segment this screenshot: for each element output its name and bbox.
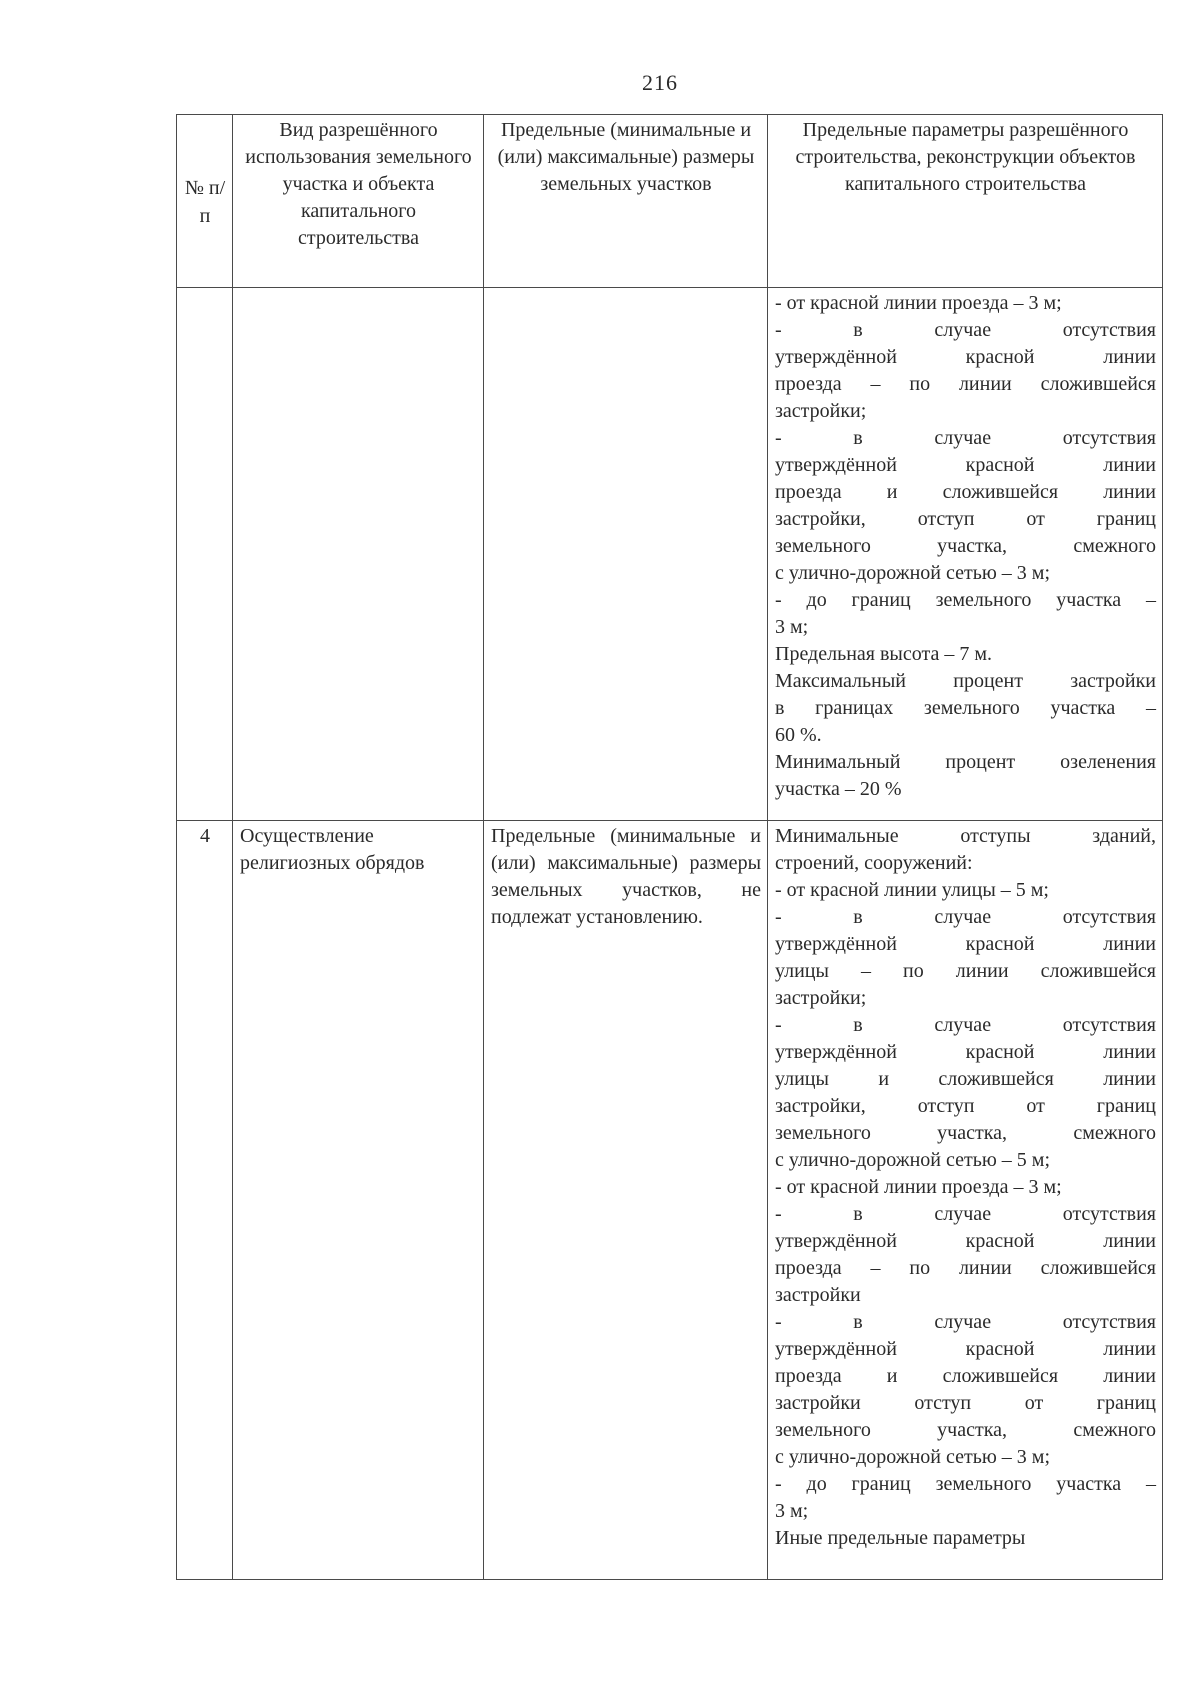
- params-line: с улично-дорожной сетью – 3 м;: [775, 1446, 1051, 1468]
- header-number: № п/п: [177, 115, 233, 288]
- params-line: Иные предельные параметры: [775, 1527, 1026, 1549]
- params-line: проезда – по линии сложившейся: [775, 373, 1156, 395]
- params-line: - в случае отсутствия: [775, 319, 1156, 341]
- params-line: - от красной линии проезда – 3 м;: [775, 1176, 1062, 1198]
- row-construction-params: [768, 821, 1163, 1580]
- params-line: участка – 20 %: [775, 778, 902, 800]
- params-line: утверждённой красной линии: [775, 1230, 1156, 1252]
- params-line: с улично-дорожной сетью – 5 м;: [775, 1149, 1051, 1171]
- params-line: в границах земельного участка –: [775, 697, 1156, 719]
- params-lines: [775, 290, 1156, 803]
- row-number: 4: [177, 821, 233, 1580]
- table-row: [177, 288, 1163, 821]
- row-permitted-use: [233, 288, 484, 821]
- params-line: застройки;: [775, 400, 867, 422]
- params-line: 3 м;: [775, 1500, 809, 1522]
- params-line: - от красной линии проезда – 3 м;: [775, 292, 1062, 314]
- params-line: земельного участка, смежного: [775, 1419, 1156, 1441]
- row-number: [177, 288, 233, 821]
- params-line: застройки, отступ от границ: [775, 1095, 1156, 1117]
- params-line: утверждённой красной линии: [775, 1041, 1156, 1063]
- params-line: - до границ земельного участка –: [775, 589, 1156, 611]
- params-line: утверждённой красной линии: [775, 1338, 1156, 1360]
- params-line: Минимальные отступы зданий,: [775, 825, 1156, 847]
- params-line: застройки;: [775, 987, 867, 1009]
- params-line: земельного участка, смежного: [775, 535, 1156, 557]
- params-line: 3 м;: [775, 616, 809, 638]
- params-line: 60 %.: [775, 724, 822, 746]
- params-line: застройки, отступ от границ: [775, 508, 1156, 530]
- row-construction-params: [768, 288, 1163, 821]
- params-line: утверждённой красной линии: [775, 346, 1156, 368]
- params-line: строений, сооружений:: [775, 852, 973, 874]
- params-line: - в случае отсутствия: [775, 1203, 1156, 1225]
- params-line: Минимальный процент озеленения: [775, 751, 1156, 773]
- row-plot-sizes: [484, 288, 768, 821]
- params-line: застройки: [775, 1284, 861, 1306]
- header-permitted-use: Вид разрешённого использования земельного участка и объекта капитального строительства: [233, 115, 484, 288]
- params-line: улицы – по линии сложившейся: [775, 960, 1156, 982]
- params-line: - в случае отсутствия: [775, 1311, 1156, 1333]
- table-header-row: [177, 115, 1163, 288]
- row-permitted-use: Осуществление религиозных обрядов: [233, 821, 484, 1580]
- params-line: - в случае отсутствия: [775, 1014, 1156, 1036]
- params-line: с улично-дорожной сетью – 3 м;: [775, 562, 1051, 584]
- params-line: проезда и сложившейся линии: [775, 1365, 1156, 1387]
- params-line: улицы и сложившейся линии: [775, 1068, 1156, 1090]
- page-number: 216: [642, 70, 678, 95]
- params-line: - до границ земельного участка –: [775, 1473, 1156, 1495]
- params-line: - в случае отсутствия: [775, 906, 1156, 928]
- params-line: - от красной линии улицы – 5 м;: [775, 879, 1049, 901]
- params-line: Максимальный процент застройки: [775, 670, 1156, 692]
- row-plot-sizes: Предельные (минимальные и (или) максимальные) размеры земельных участков, не подлежат установлению.: [484, 821, 768, 1580]
- params-lines: [775, 823, 1156, 1552]
- params-line: утверждённой красной линии: [775, 933, 1156, 955]
- params-line: проезда и сложившейся линии: [775, 481, 1156, 503]
- params-line: земельного участка, смежного: [775, 1122, 1156, 1144]
- params-line: утверждённой красной линии: [775, 454, 1156, 476]
- params-line: проезда – по линии сложившейся: [775, 1257, 1156, 1279]
- params-line: Предельная высота – 7 м.: [775, 643, 993, 665]
- header-plot-sizes: Предельные (минимальные и (или) максимальные) размеры земельных участков: [484, 115, 768, 288]
- table-row: [177, 821, 1163, 1580]
- params-line: - в случае отсутствия: [775, 427, 1156, 449]
- header-construction-params: Предельные параметры разрешённого строительства, реконструкции объектов капитального строительства: [768, 115, 1163, 288]
- regulations-table: [176, 114, 1163, 1580]
- params-line: застройки отступ от границ: [775, 1392, 1156, 1414]
